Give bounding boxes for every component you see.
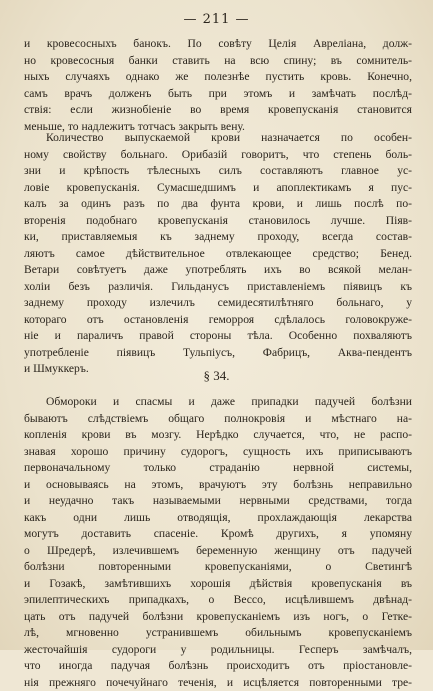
text-line: ствія: если жизнобіеніе во время кровепусканія становится [24, 102, 412, 119]
text-line: холіи безъ различія. Гильданусъ приставленіемъ піявицъ къ [24, 279, 412, 296]
text-line: знавая хорошо причину судорогъ, сущность ихъ приписываютъ [24, 444, 412, 461]
text-line: употребленіе піявицъ Тульпіусъ, Фабрицъ, Аква-пендентъ [24, 345, 412, 362]
paragraph-1 [24, 36, 412, 135]
text-line: и основываясь на этомъ, врачуютъ эту болѣзнь неправильно [24, 477, 412, 494]
text-line: и Гозакѣ, замѣтившихъ хорошія дѣйствія кровепусканія въ [24, 576, 412, 593]
text-line: жесточайшія судороги у родильницы. Гесперъ замѣчалъ, [24, 642, 412, 659]
text-line: о Шредерѣ, излечившемъ беременную женщину отъ падучей [24, 543, 412, 560]
text-line: зни и крѣпость тѣлесныхъ силъ составляютъ главное ус- [24, 163, 412, 180]
text-line: ляютъ самое дѣйствительное отвлекающее средство; Бенед. [24, 246, 412, 263]
text-line: Количество выпускаемой крови назначается по особен- [24, 130, 412, 147]
text-line: и кровесосныхъ банокъ. По совѣту Целія Авреліана, долж- [24, 36, 412, 53]
text-line: но кровесосныя банки ставить на всю спину; въ сомнитель- [24, 53, 412, 70]
text-line: самъ врачъ долженъ быть при этомъ и замѣчать послѣд- [24, 86, 412, 103]
text-line: Ветари совѣтуетъ даже употреблять ихъ во всякой мелан- [24, 262, 412, 279]
section-title: § 34. [0, 368, 433, 384]
text-line: бываютъ слѣдствіемъ общаго полнокровія и мѣстнаго на- [24, 411, 412, 428]
text-line: ловіе кровепусканія. Сумасшедшимъ и апоплектикамъ я пус- [24, 180, 412, 197]
text-line: первоначальному только страданію нервной системы, [24, 460, 412, 477]
text-line: котораго отъ остановленія геморроя сдѣлалось головокруже- [24, 312, 412, 329]
text-line: ному свойству больнаго. Орибазій говоритъ, что степень боль- [24, 147, 412, 164]
text-line: болѣзни повторенными кровепусканіями, о Светингѣ [24, 559, 412, 576]
text-line: заднему проходу излечилъ семидесятилѣтняго больнаго, у [24, 295, 412, 312]
text-line: ніе и параличъ правой стороны тѣла. Особенно похваляютъ [24, 328, 412, 345]
text-line: эпилептическихъ припадкахъ, о Вессо, исцѣлившемъ двѣнад- [24, 592, 412, 609]
text-line: и неудачно такъ называемыми нервными средствами, тогда [24, 493, 412, 510]
text-line: Обмороки и спасмы и даже припадки падучей болѣзни [24, 394, 412, 411]
page-number: — 211 — [0, 12, 433, 27]
text-line: лѣ, мгновенно устранившемъ обильнымъ кровепусканіемъ [24, 625, 412, 642]
text-line: могутъ доставить спасеніе. Кромѣ другихъ, я упомяну [24, 526, 412, 543]
text-line: цать отъ падучей болѣзни кровепусканіемъ изъ ногъ, о Гетке- [24, 609, 412, 626]
text-line: какъ одни лишь отводящія, прохлаждающія лекарства [24, 510, 412, 527]
text-line: ныхъ случаяхъ однако же полезнѣе пустить кровь. Конечно, [24, 69, 412, 86]
text-line: копленія крови въ мозгу. Нерѣдко случается, что, не распо- [24, 427, 412, 444]
paragraph-2 [24, 130, 412, 378]
text-line: вторенія подобнаго кровепусканія становилось лучше. Піяв- [24, 213, 412, 230]
paragraph-3 [24, 394, 412, 691]
text-line: ки, приставляемыя къ заднему проходу, всегда состав- [24, 229, 412, 246]
text-line: и Шмуккеръ. [24, 361, 412, 378]
text-line: нія прежняго почечуйнаго теченія, и исцѣляется повторенными тре- [24, 675, 412, 691]
text-line: что иногда падучая болѣзнь происходитъ отъ пріостановле- [24, 658, 412, 675]
text-line: калъ за одинъ разъ по два фунта крови, и лишь послѣ по- [24, 196, 412, 213]
text-line: меньше, то надлежитъ тотчасъ закрыть вену. [24, 119, 412, 136]
